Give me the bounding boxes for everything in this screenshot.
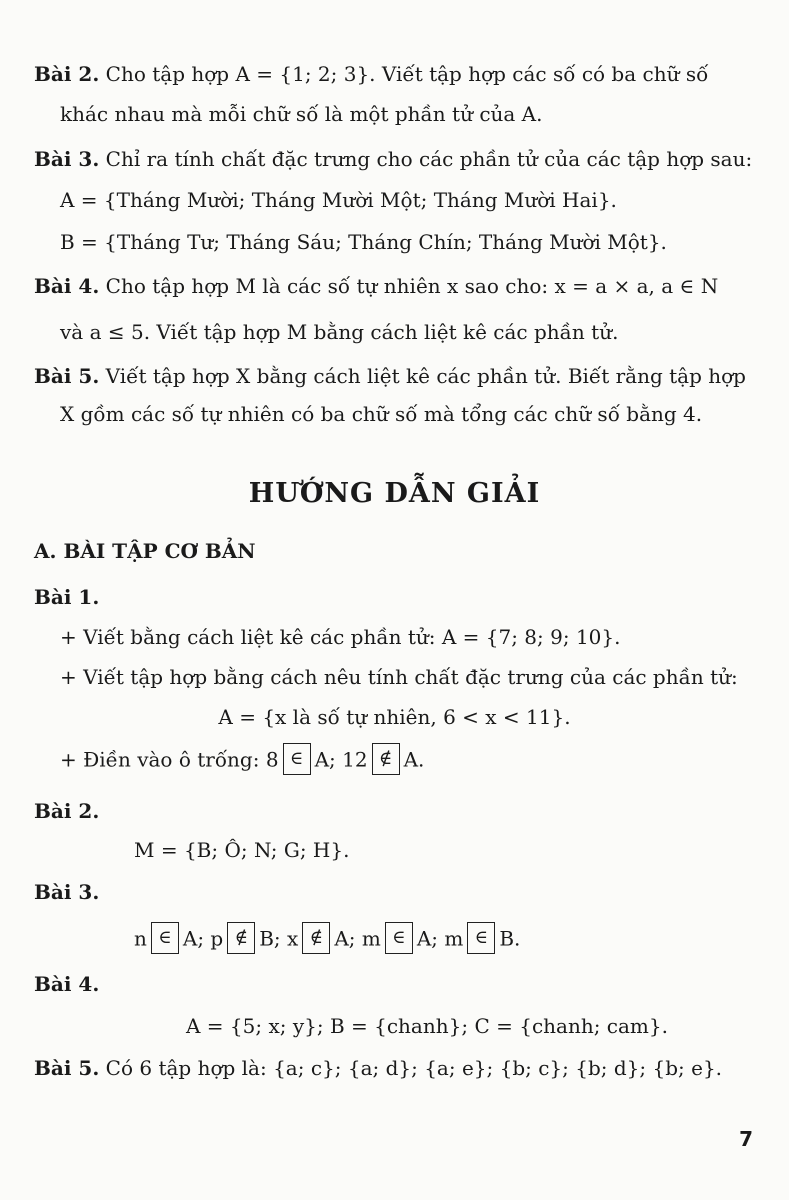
exercise-5-label: Bài 5. [34,364,100,388]
exercise-4-text: Cho tập hợp M là các số tự nhiên x sao cho: x = a × a, a ∈ N [99,274,719,298]
fill-text: A; m [334,926,381,951]
fill-mid: A; 12 [314,747,368,772]
exercise-3-set-b: B = {Tháng Tư; Tháng Sáu; Tháng Chín; Tháng Mười Một}. [60,230,667,254]
answer-box: ∉ [227,922,255,954]
exercise-2-label: Bài 2. [34,62,100,86]
exercise-3-set-a: A = {Tháng Mười; Tháng Mười Một; Tháng Mười Hai}. [60,188,617,212]
solution-3-label: Bài 3. [34,880,100,904]
solution-5-line [34,1054,761,1082]
solution-1-item-1: + Viết bằng cách liệt kê các phần tử: A = {7; 8; 9; 10}. [60,625,621,649]
fill-text: B; x [259,926,299,951]
solution-1-item-2: + Viết tập hợp bằng cách nêu tính chất đặc trưng của các phần tử: [60,665,738,689]
answer-box: ∈ [283,743,311,775]
solution-5-label: Bài 5. [34,1056,100,1080]
answer-box: ∈ [385,922,413,954]
exercise-3-text: Chỉ ra tính chất đặc trưng cho các phần tử của các tập hợp sau: [99,147,753,171]
exercise-2-line-2: khác nhau mà mỗi chữ số là một phần tử của A. [60,102,543,126]
exercise-5-line-1 [34,362,761,390]
answer-box: ∉ [372,743,400,775]
solution-1-label: Bài 1. [34,585,100,609]
solution-5-answer: Có 6 tập hợp là: {a; c}; {a; d}; {a; e}; {b; c}; {b; d}; {b; e}. [99,1056,723,1080]
page-number: 7 [739,1127,753,1151]
answer-box: ∈ [151,922,179,954]
exercise-2-text: Cho tập hợp A = {1; 2; 3}. Viết tập hợp các số có ba chữ số [99,62,709,86]
solution-2-answer: M = {B; Ô; N; G; H}. [134,838,350,862]
exercise-5-line-2: X gồm các số tự nhiên có ba chữ số mà tổng các chữ số bằng 4. [60,402,703,426]
fill-text: n [134,926,147,951]
fill-end: A. [403,747,425,772]
solution-1-item-3 [60,745,761,777]
answer-box: ∉ [302,922,330,954]
exercise-3-label: Bài 3. [34,147,100,171]
exercise-4-line-2: và a ≤ 5. Viết tập hợp M bằng cách liệt kê các phần tử. [60,320,619,344]
exercise-4-line-1 [34,272,761,300]
solution-4-label: Bài 4. [34,972,100,996]
answer-box: ∈ [467,922,495,954]
solution-2-label: Bài 2. [34,799,100,823]
exercise-4-label: Bài 4. [34,274,100,298]
exercise-5-text: Viết tập hợp X bằng cách liệt kê các phần tử. Biết rằng tập hợp [99,364,746,388]
fill-text: A; m [416,926,464,951]
solution-4-answer: A = {5; x; y}; B = {chanh}; C = {chanh; cam}. [186,1014,668,1038]
section-title: A. BÀI TẬP CƠ BẢN [34,539,256,563]
exercise-3-line-1 [34,145,761,173]
exercise-2-line-1 [34,60,761,88]
solution-1-set: A = {x là số tự nhiên, 6 < x < 11}. [218,705,571,729]
fill-text: A; p [182,926,224,951]
fill-prefix: + Điền vào ô trống: 8 [60,747,279,772]
fill-text: B. [499,926,521,951]
solutions-title: HƯỚNG DẪN GIẢI [248,478,541,509]
solution-3-answer [134,924,761,956]
